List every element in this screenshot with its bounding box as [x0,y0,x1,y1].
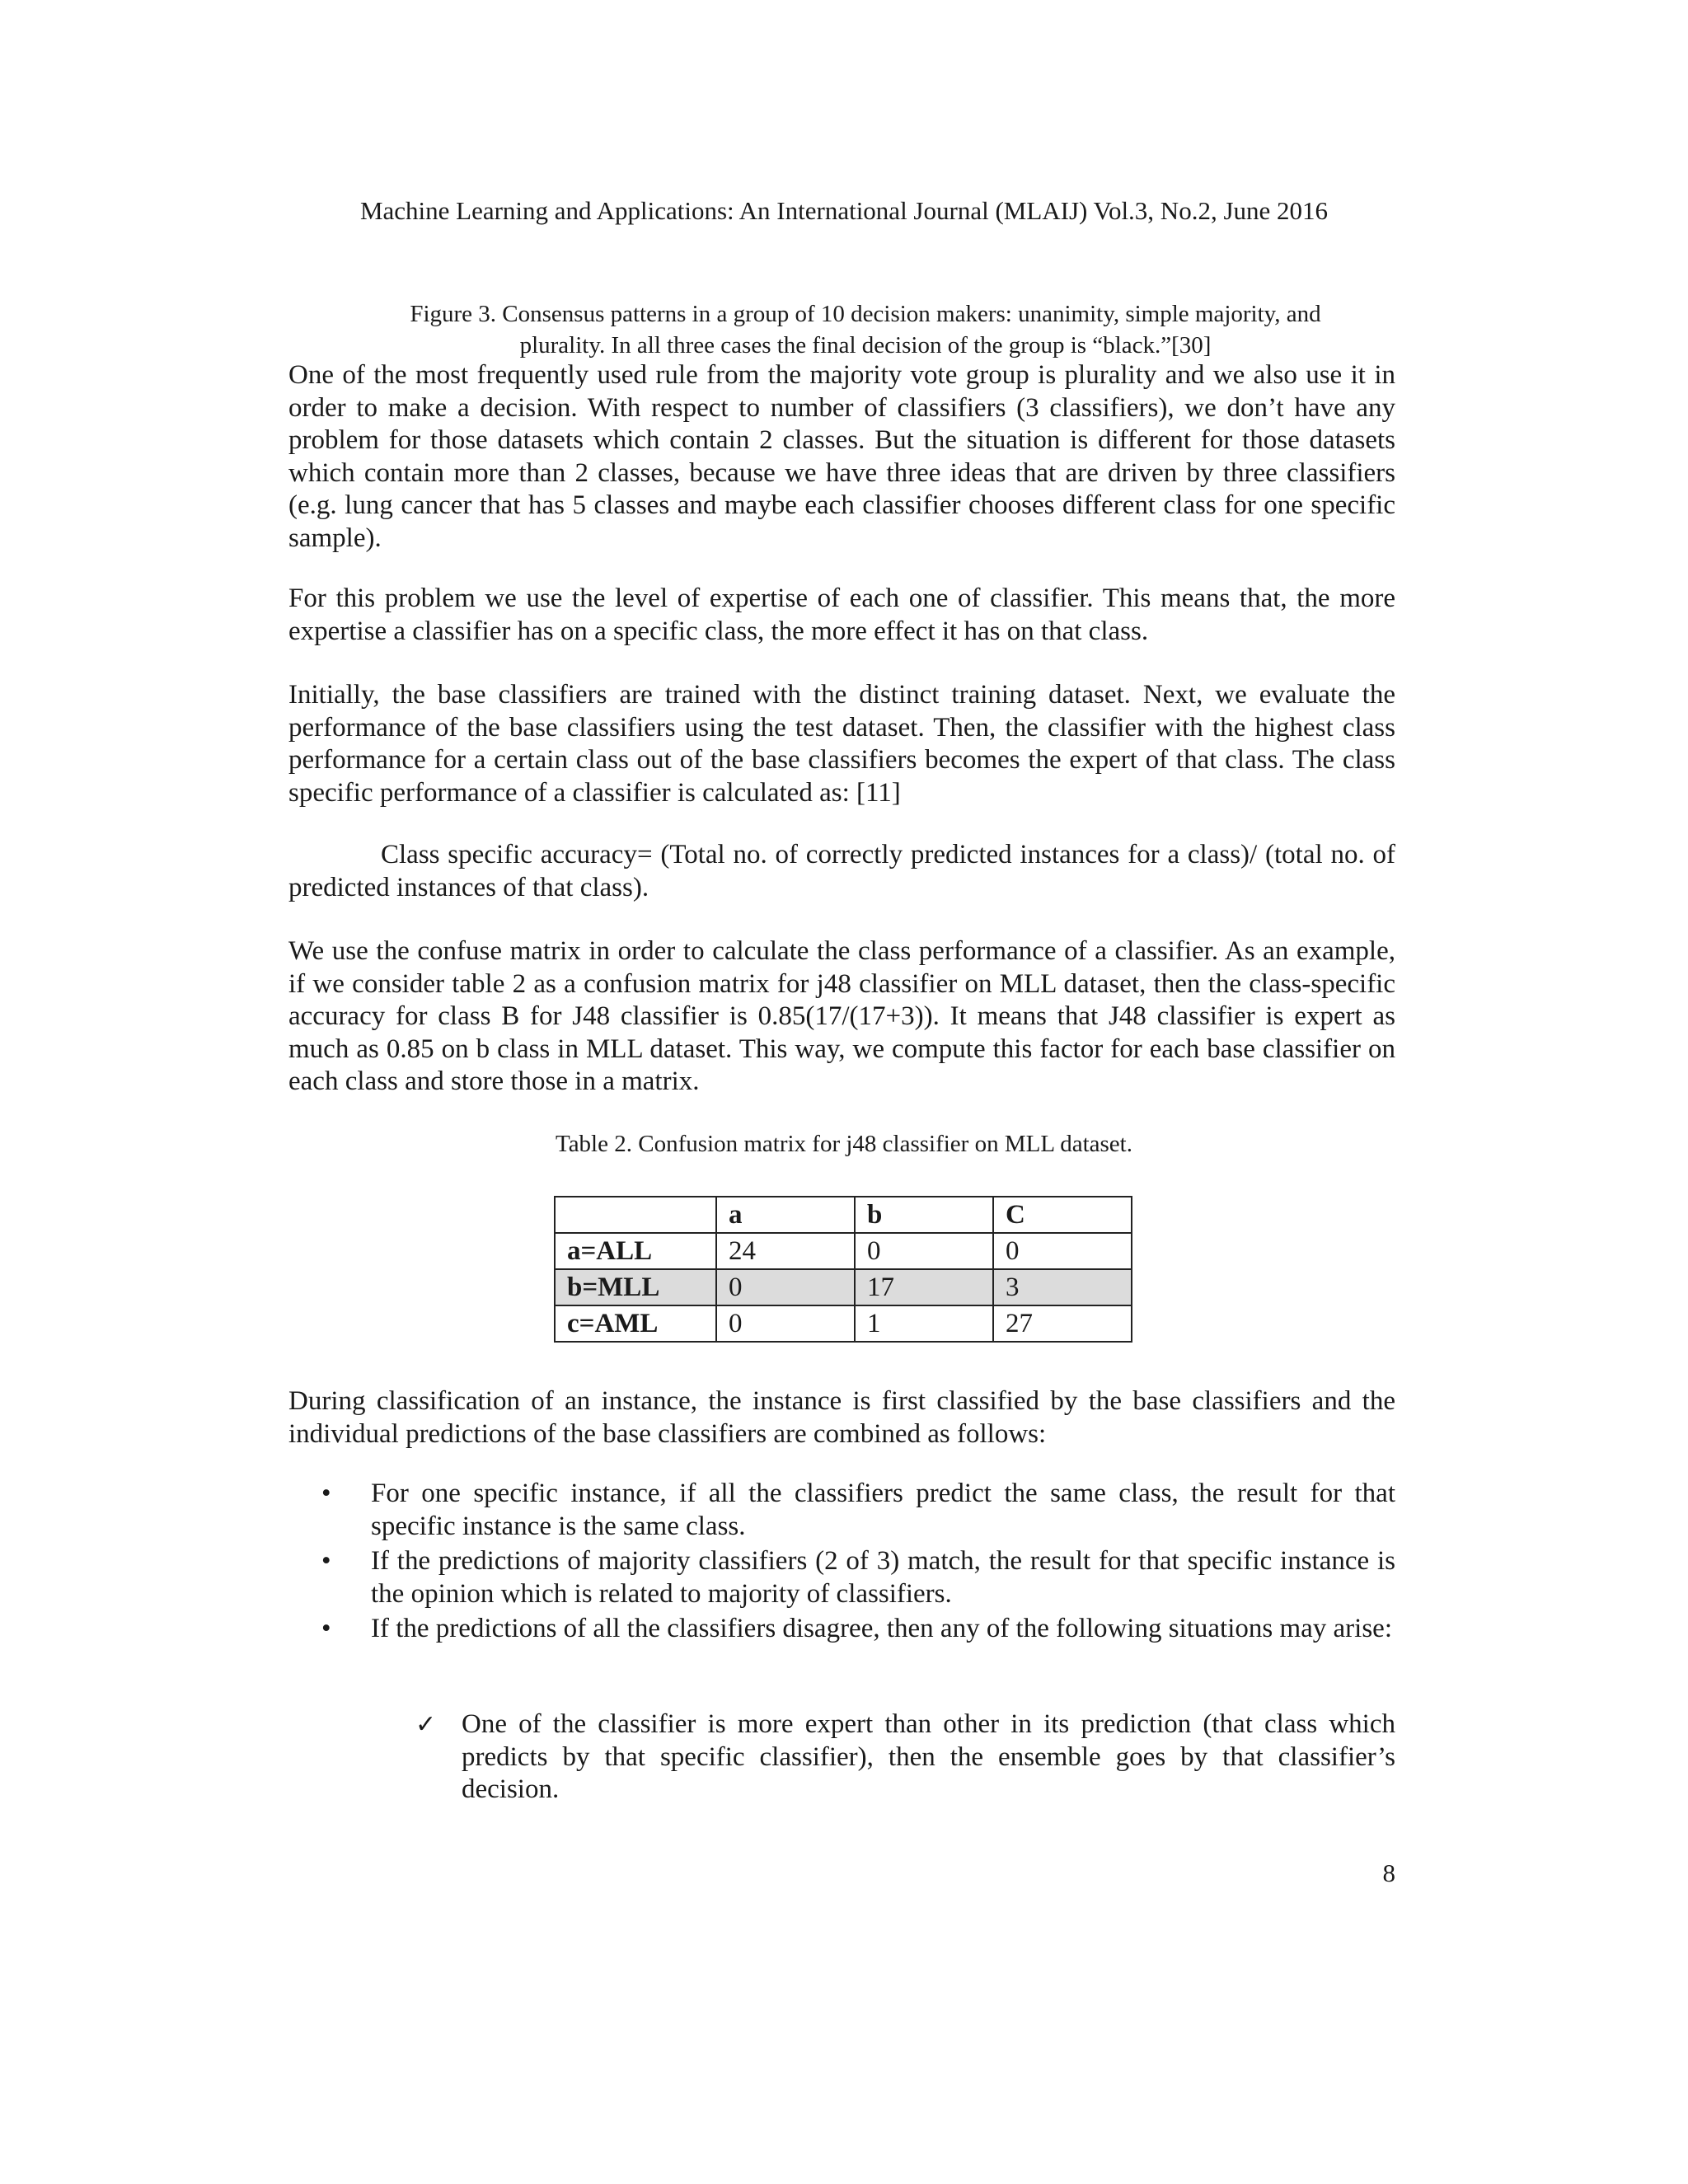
table-header-cell [555,1197,716,1233]
table-header-row [555,1197,1132,1233]
table-header-cell: C [993,1197,1132,1233]
table-caption: Table 2. Confusion matrix for j48 classifier on MLL dataset. [556,1131,1132,1157]
checkmark-item-text: One of the classifier is more expert than other in its prediction (that class which predicts by that specific classifier), then the ensemble goes by that classifier’s decision. [462,1709,1395,1804]
paragraph-class-specific-accuracy: Class specific accuracy= (Total no. of correctly predicted instances for a class)/ (total no. of predicted instances of that class). [288,840,1395,902]
paragraph-plurality: One of the most frequently used rule from the majority vote group is plurality and we also use it in order to make a decision. With respect to number of classifiers (3 classifiers), we don’t have any problem for those datasets which contain 2 classes. But the situation is different for those datasets which contain more than 2 classes, because we have three ideas that are driven by three classifiers (e.g. lung cancer that has 5 classes and maybe each classifier chooses different class for one specific sample). [288,360,1395,553]
bullet-icon: • [321,1479,331,1508]
table-cell: 0 [993,1233,1132,1269]
list-item [288,1545,1395,1610]
table-cell: 1 [855,1305,993,1342]
figure-caption-line-1: Figure 3. Consensus patterns in a group of 10 decision makers: unanimity, simple majority, and [410,301,1321,327]
table-header-cell: b [855,1197,993,1233]
row-label-cell: a=ALL [555,1233,716,1269]
table-cell: 3 [993,1269,1132,1305]
paragraph-base-classifiers: Initially, the base classifiers are trained with the distinct training dataset. Next, we evaluate the performance of the base classifiers using the test dataset. Then, the classifier with the highest class performance for a certain class out of the base classifiers becomes the expert of that class. The class specific performance of a classifier is calculated as: [11] [288,680,1395,808]
bullet-icon: • [321,1546,331,1576]
paragraph-confusion-matrix: We use the confuse matrix in order to calculate the class performance of a classifier. As an example, if we consider table 2 as a confusion matrix for j48 classifier on MLL dataset, then the class-specific accuracy for class B for J48 classifier is 0.85(17/(17+3)). It means that J48 classifier is expert as much as 0.85 on b class in MLL dataset. This way, we compute this factor for each base classifier on each class and store those in a matrix. [288,936,1395,1096]
page-number: 8 [1382,1858,1395,1887]
paragraph-classification: During classification of an instance, the instance is first classified by the base classifiers and the individual predictions of the base classifiers are combined as follows: [288,1386,1395,1449]
table-cell: 17 [855,1269,993,1305]
row-label-cell: b=MLL [555,1269,716,1305]
table-row [555,1305,1132,1342]
table-cell: 0 [855,1233,993,1269]
paragraph-expertise: For this problem we use the level of expertise of each one of classifier. This means that, the more expertise a classifier has on a specific class, the more effect it has on that class. [288,583,1395,646]
bullet-list [288,1478,1395,1648]
checkmark-icon: ✓ [415,1710,437,1739]
list-item [288,1478,1395,1543]
table-cell: 0 [716,1305,855,1342]
checkmark-list-item [415,1708,1395,1807]
confusion-matrix-table [554,1196,1132,1343]
table-row [555,1233,1132,1269]
row-label-cell: c=AML [555,1305,716,1342]
list-item-text: If the predictions of all the classifiers disagree, then any of the following situations may arise: [371,1614,1392,1643]
journal-header: Machine Learning and Applications: An International Journal (MLAIJ) Vol.3, No.2, June 2016 [359,196,1329,225]
table-cell: 27 [993,1305,1132,1342]
table-row-highlighted [555,1269,1132,1305]
figure-caption [346,298,1385,361]
table-cell: 0 [716,1269,855,1305]
list-item-text: If the predictions of majority classifiers (2 of 3) match, the result for that specific instance is the opinion which is related to majority of classifiers. [371,1546,1395,1609]
table-header-cell: a [716,1197,855,1233]
list-item-text: For one specific instance, if all the classifiers predict the same class, the result for that specific instance is the same class. [371,1479,1395,1541]
table-cell: 24 [716,1233,855,1269]
bullet-icon: • [321,1614,331,1643]
list-item [288,1613,1395,1646]
figure-caption-line-2: plurality. In all three cases the final decision of the group is “black.”[30] [519,332,1212,359]
